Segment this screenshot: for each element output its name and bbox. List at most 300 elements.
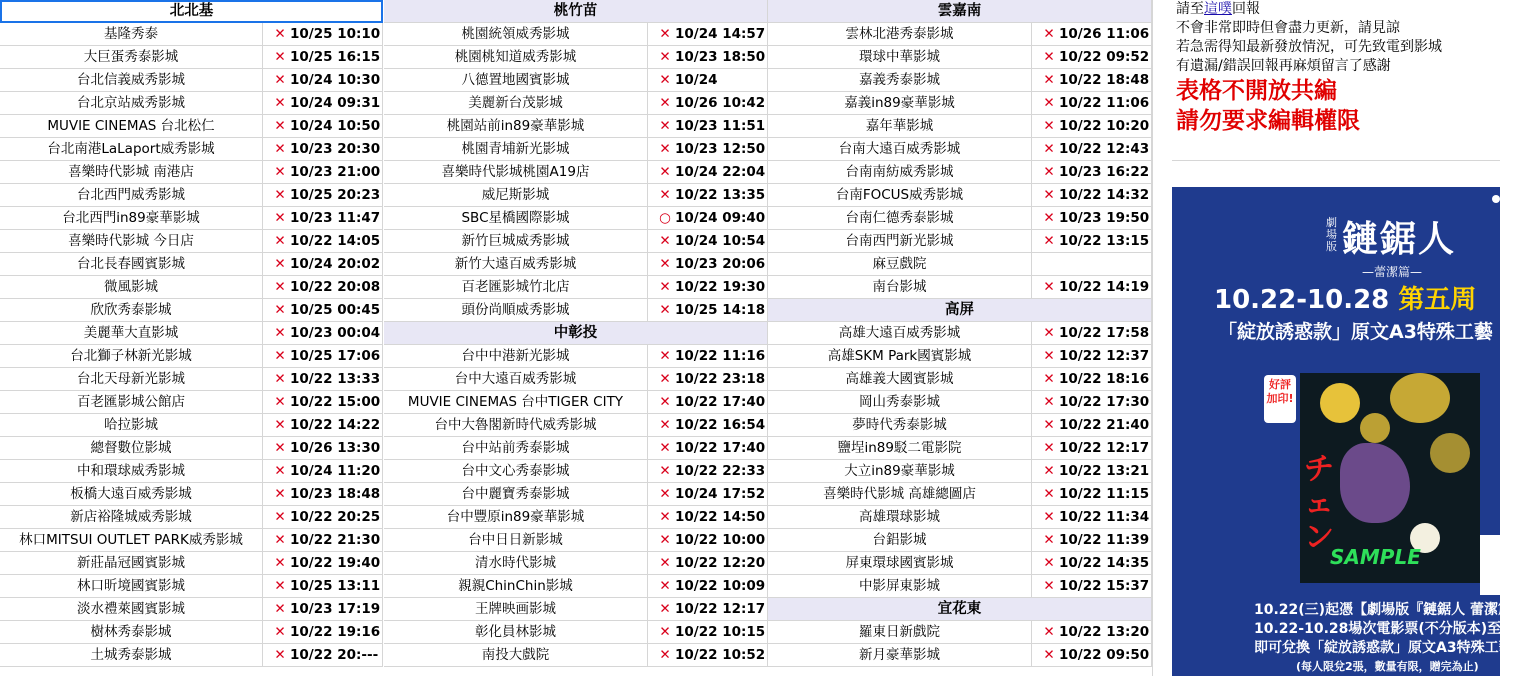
cross-icon: ✕ [659, 578, 671, 594]
table-row [384, 437, 768, 460]
time-text: 10/24 20:02 [290, 256, 381, 272]
cross-icon: ✕ [274, 486, 286, 502]
status-time-cell[interactable] [263, 253, 383, 275]
time-text: 10/25 10:10 [290, 26, 381, 42]
table-row [0, 552, 383, 575]
region-header[interactable]: 桃竹苗 [384, 0, 768, 23]
status-time-cell[interactable] [1032, 69, 1152, 91]
table-row [768, 115, 1152, 138]
time-text: 10/26 11:06 [1059, 26, 1150, 42]
cross-icon: ✕ [659, 624, 671, 640]
status-time-cell[interactable] [263, 115, 383, 137]
time-text: 10/22 11:34 [1059, 509, 1150, 525]
time-text: 10/23 17:19 [290, 601, 381, 617]
time-text: 10/25 13:11 [290, 578, 381, 594]
time-text: 10/22 18:48 [1059, 72, 1150, 88]
cinema-name-cell[interactable]: 林口昕境國賓影城 [0, 575, 263, 597]
cinema-name-cell[interactable]: 新月豪華影城 [768, 644, 1032, 666]
note-line-1: 不會非常即時但會盡力更新，請見諒 [1176, 20, 1400, 36]
cinema-name-cell[interactable]: 台南大遠百威秀影城 [768, 138, 1032, 160]
time-text: 10/23 12:50 [675, 141, 766, 157]
cinema-name-cell[interactable]: 台中文心秀泰影城 [384, 460, 648, 482]
cinema-name-cell[interactable]: 欣欣秀泰影城 [0, 299, 263, 321]
cinema-name-cell[interactable]: 桃園站前in89豪華影城 [384, 115, 648, 137]
cinema-name-cell[interactable]: 台中大遠百威秀影城 [384, 368, 648, 390]
cinema-name-cell[interactable]: 新店裕隆城威秀影城 [0, 506, 263, 528]
status-time-cell[interactable] [1032, 483, 1152, 505]
cross-icon: ✕ [1043, 210, 1055, 226]
cross-icon: ✕ [274, 601, 286, 617]
cinema-name-cell[interactable]: 板橋大遠百威秀影城 [0, 483, 263, 505]
time-text: 10/24 10:30 [290, 72, 381, 88]
cinema-name-cell[interactable]: 台北西門in89豪華影城 [0, 207, 263, 229]
status-time-cell[interactable] [1032, 460, 1152, 482]
status-time-cell[interactable] [648, 460, 768, 482]
status-time-cell[interactable] [263, 69, 383, 91]
table-row [0, 529, 383, 552]
flower-shape [1320, 383, 1360, 423]
time-text: 10/22 14:19 [1059, 279, 1150, 295]
status-time-cell[interactable] [1032, 46, 1152, 68]
status-time-cell[interactable] [263, 161, 383, 183]
cinema-name-cell[interactable]: 高雄義大國賓影城 [768, 368, 1032, 390]
note-line-2: 若急需得知最新發放情況，可先致電到影城 [1176, 39, 1442, 55]
status-time-cell[interactable] [263, 644, 383, 666]
status-time-cell[interactable] [263, 368, 383, 390]
status-time-cell[interactable] [648, 644, 768, 666]
cinema-name-cell[interactable]: 林口MITSUI OUTLET PARK威秀影城 [0, 529, 263, 551]
table-row [384, 23, 768, 46]
cinema-name-cell[interactable]: 嘉年華影城 [768, 115, 1032, 137]
cinema-name-cell[interactable]: 親親ChinChin影城 [384, 575, 648, 597]
region-header[interactable]: 雲嘉南 [768, 0, 1152, 23]
time-text: 10/24 14:57 [675, 26, 766, 42]
cinema-name-cell[interactable]: 南投大戲院 [384, 644, 648, 666]
status-time-cell[interactable] [648, 598, 768, 620]
status-time-cell[interactable] [1032, 552, 1152, 574]
cinema-name-cell[interactable]: 台中豐原in89豪華影城 [384, 506, 648, 528]
status-time-cell[interactable] [1032, 276, 1152, 298]
cinema-name-cell[interactable]: 彰化員林影城 [384, 621, 648, 643]
time-text: 10/23 16:22 [1059, 164, 1150, 180]
status-time-cell[interactable] [648, 276, 768, 298]
status-time-cell[interactable] [648, 345, 768, 367]
poster-week: 第五周 [1398, 285, 1477, 315]
region-column-3 [768, 0, 1152, 667]
status-time-cell[interactable] [1032, 184, 1152, 206]
cinema-name-cell[interactable]: 嘉義in89豪華影城 [768, 92, 1032, 114]
time-text: 10/22 12:43 [1059, 141, 1150, 157]
cinema-name-cell[interactable]: 台北長春國賓影城 [0, 253, 263, 275]
time-text: 10/22 12:37 [1059, 348, 1150, 364]
table-row [384, 92, 768, 115]
cinema-name-cell[interactable]: 頭份尚順威秀影城 [384, 299, 648, 321]
table-row [768, 92, 1152, 115]
time-text: 10/22 17:40 [675, 394, 766, 410]
flower-shape [1430, 433, 1470, 473]
status-time-cell[interactable] [263, 299, 383, 321]
cross-icon: ✕ [274, 118, 286, 134]
circle-icon: ○ [659, 210, 671, 226]
status-time-cell[interactable] [648, 621, 768, 643]
table-row [768, 552, 1152, 575]
cross-icon: ✕ [1043, 371, 1055, 387]
cinema-name-cell[interactable]: 美麗新台茂影城 [384, 92, 648, 114]
status-time-cell[interactable] [1032, 621, 1152, 643]
cinema-name-cell[interactable]: 桃園統領威秀影城 [384, 23, 648, 45]
poster-foot-4: (每人限兌2張，數量有限，贈完為止) [1296, 660, 1479, 673]
cinema-name-cell[interactable]: 美麗華大直影城 [0, 322, 263, 344]
status-time-cell[interactable] [1032, 253, 1152, 275]
status-time-cell[interactable] [648, 575, 768, 597]
cross-icon: ✕ [1043, 279, 1055, 295]
status-time-cell[interactable] [648, 69, 768, 91]
cinema-name-cell[interactable]: SBC星橋國際影城 [384, 207, 648, 229]
status-time-cell[interactable] [263, 506, 383, 528]
cross-icon: ✕ [274, 256, 286, 272]
report-note-prefix: 請至 [1176, 1, 1204, 17]
cinema-name-cell[interactable]: MUVIE CINEMAS 台中TIGER CITY [384, 391, 648, 413]
cinema-name-cell[interactable]: 嘉義秀泰影城 [768, 69, 1032, 91]
cross-icon: ✕ [274, 394, 286, 410]
cross-icon: ✕ [659, 26, 671, 42]
cinema-name-cell[interactable]: 台中麗寶秀泰影城 [384, 483, 648, 505]
cinema-name-cell[interactable]: 基隆秀泰 [0, 23, 263, 45]
status-time-cell[interactable] [648, 161, 768, 183]
table-row [768, 253, 1152, 276]
status-time-cell[interactable] [263, 207, 383, 229]
cinema-name-cell[interactable]: 桃園桃知道威秀影城 [384, 46, 648, 68]
status-time-cell[interactable] [1032, 529, 1152, 551]
cinema-name-cell[interactable]: 台中站前秀泰影城 [384, 437, 648, 459]
time-text: 10/23 20:06 [675, 256, 766, 272]
table-row [768, 345, 1152, 368]
cross-icon: ✕ [659, 486, 671, 502]
status-time-cell[interactable] [648, 437, 768, 459]
cinema-name-cell[interactable]: 樹林秀泰影城 [0, 621, 263, 643]
status-time-cell[interactable] [648, 529, 768, 551]
cross-icon: ✕ [1043, 486, 1055, 502]
table-row [384, 391, 768, 414]
cinema-name-cell[interactable]: 高雄SKM Park國賓影城 [768, 345, 1032, 367]
cross-icon: ✕ [659, 95, 671, 111]
cinema-name-cell[interactable]: 八德置地國賓影城 [384, 69, 648, 91]
time-text: 10/23 21:00 [290, 164, 381, 180]
status-time-cell[interactable] [263, 46, 383, 68]
time-text: 10/22 10:00 [675, 532, 766, 548]
status-time-cell[interactable] [648, 253, 768, 275]
cinema-name-cell[interactable]: 大立in89豪華影城 [768, 460, 1032, 482]
status-time-cell[interactable] [263, 230, 383, 252]
time-text: 10/24 09:40 [675, 210, 766, 226]
cinema-name-cell[interactable]: 新莊晶冠國賓影城 [0, 552, 263, 574]
cinema-name-cell[interactable]: 王牌映画影城 [384, 598, 648, 620]
status-time-cell[interactable] [648, 299, 768, 321]
poster-foot-3: 即可兌換「綻放誘惑款」原文A3特殊工藝海 [1254, 640, 1527, 656]
status-time-cell[interactable] [1032, 575, 1152, 597]
cinema-name-cell[interactable]: 台中日日新影城 [384, 529, 648, 551]
cross-icon: ✕ [1043, 417, 1055, 433]
cross-icon: ✕ [1043, 49, 1055, 65]
cross-icon: ✕ [1043, 187, 1055, 203]
warning-no-coedit: 表格不開放共編 [1176, 78, 1337, 104]
status-time-cell[interactable] [648, 368, 768, 390]
status-time-cell[interactable] [1032, 506, 1152, 528]
status-time-cell[interactable] [1032, 345, 1152, 367]
cinema-name-cell[interactable]: 高雄環球影城 [768, 506, 1032, 528]
time-text: 10/22 14:22 [290, 417, 381, 433]
time-text: 10/22 11:39 [1059, 532, 1150, 548]
cross-icon: ✕ [274, 302, 286, 318]
table-row [0, 230, 383, 253]
cinema-name-cell[interactable]: 百老匯影城竹北店 [384, 276, 648, 298]
status-time-cell[interactable] [263, 276, 383, 298]
cinema-name-cell[interactable]: 岡山秀泰影城 [768, 391, 1032, 413]
time-text: 10/23 00:04 [290, 325, 381, 341]
table-row [384, 368, 768, 391]
cinema-name-cell[interactable]: 麻豆戲院 [768, 253, 1032, 275]
report-link[interactable]: 這噗 [1204, 1, 1232, 17]
cross-icon: ✕ [659, 256, 671, 272]
cinema-name-cell[interactable]: 喜樂時代影城 高雄總圖店 [768, 483, 1032, 505]
table-row [768, 391, 1152, 414]
status-time-cell[interactable] [648, 552, 768, 574]
cross-icon: ✕ [659, 164, 671, 180]
time-text: 10/22 14:50 [675, 509, 766, 525]
cinema-name-cell[interactable]: 鹽埕in89駁二電影院 [768, 437, 1032, 459]
sample-watermark: SAMPLE [1330, 545, 1421, 569]
cinema-name-cell[interactable]: 淡水禮萊國賓影城 [0, 598, 263, 620]
time-text: 10/26 13:30 [290, 440, 381, 456]
cross-icon: ✕ [659, 141, 671, 157]
table-row [0, 322, 383, 345]
time-text: 10/22 10:09 [675, 578, 766, 594]
status-time-cell[interactable] [648, 506, 768, 528]
cinema-name-cell[interactable]: 台北天母新光影城 [0, 368, 263, 390]
status-time-cell[interactable] [263, 483, 383, 505]
report-note-suffix: 回報 [1232, 1, 1260, 17]
table-row [0, 23, 383, 46]
cinema-name-cell[interactable]: 台北南港LaLaport威秀影城 [0, 138, 263, 160]
cinema-name-cell[interactable]: MUVIE CINEMAS 台北松仁 [0, 115, 263, 137]
table-row [0, 575, 383, 598]
table-row [0, 276, 383, 299]
time-text: 10/22 19:30 [675, 279, 766, 295]
cross-icon: ✕ [1043, 164, 1055, 180]
character-figure [1340, 443, 1410, 523]
cinema-name-cell[interactable]: 威尼斯影城 [384, 184, 648, 206]
status-time-cell[interactable] [648, 230, 768, 252]
poster-title: 鏈鋸人 [1342, 219, 1457, 260]
cross-icon: ✕ [274, 210, 286, 226]
cross-icon: ✕ [274, 509, 286, 525]
cross-icon: ✕ [659, 49, 671, 65]
time-text: 10/22 09:50 [1059, 647, 1150, 663]
status-time-cell[interactable] [263, 460, 383, 482]
cross-icon: ✕ [1043, 325, 1055, 341]
cinema-name-cell[interactable]: 台南西門新光影城 [768, 230, 1032, 252]
region-header[interactable]: 宜花東 [768, 598, 1152, 621]
cinema-name-cell[interactable]: 羅東日新戲院 [768, 621, 1032, 643]
cinema-name-cell[interactable]: 台南仁德秀泰影城 [768, 207, 1032, 229]
cross-icon: ✕ [1043, 141, 1055, 157]
cinema-name-cell[interactable]: 台北獅子林新光影城 [0, 345, 263, 367]
cinema-name-cell[interactable]: 環球中華影城 [768, 46, 1032, 68]
status-time-cell[interactable] [1032, 437, 1152, 459]
cross-icon: ✕ [1043, 233, 1055, 249]
time-text: 10/22 14:05 [290, 233, 381, 249]
cinema-name-cell[interactable]: 台鋁影城 [768, 529, 1032, 551]
cinema-name-cell[interactable]: 台中大魯閣新時代威秀影城 [384, 414, 648, 436]
status-time-cell[interactable] [263, 138, 383, 160]
region-header[interactable]: 北北基 [0, 0, 383, 23]
status-time-cell[interactable] [263, 345, 383, 367]
status-time-cell[interactable] [1032, 414, 1152, 436]
status-time-cell[interactable] [1032, 230, 1152, 252]
cinema-name-cell[interactable]: 百老匯影城公館店 [0, 391, 263, 413]
status-time-cell[interactable] [648, 115, 768, 137]
cross-icon: ✕ [1043, 95, 1055, 111]
status-time-cell[interactable] [263, 414, 383, 436]
status-time-cell[interactable] [263, 322, 383, 344]
cinema-name-cell[interactable]: 桃園青埔新光影城 [384, 138, 648, 160]
status-time-cell[interactable] [263, 23, 383, 45]
status-time-cell[interactable] [648, 92, 768, 114]
time-text: 10/22 14:35 [1059, 555, 1150, 571]
cross-icon: ✕ [274, 49, 286, 65]
status-time-cell[interactable] [648, 46, 768, 68]
cinema-name-cell[interactable]: 喜樂時代影城 南港店 [0, 161, 263, 183]
cinema-name-cell[interactable]: 喜樂時代影城 今日店 [0, 230, 263, 252]
cinema-name-cell[interactable]: 台北信義威秀影城 [0, 69, 263, 91]
cross-icon: ✕ [659, 187, 671, 203]
table-row [384, 138, 768, 161]
table-row [768, 207, 1152, 230]
status-time-cell[interactable] [1032, 161, 1152, 183]
status-time-cell[interactable] [263, 437, 383, 459]
reprint-stamp: 好評加印! [1264, 375, 1296, 423]
cinema-name-cell[interactable]: 雲林北港秀泰影城 [768, 23, 1032, 45]
cross-icon: ✕ [659, 348, 671, 364]
region-header[interactable]: 中彰投 [384, 322, 768, 345]
status-time-cell[interactable] [1032, 207, 1152, 229]
cross-icon: ✕ [1043, 647, 1055, 663]
cross-icon: ✕ [1043, 509, 1055, 525]
cinema-name-cell[interactable]: 夢時代秀泰影城 [768, 414, 1032, 436]
status-time-cell[interactable] [648, 138, 768, 160]
warning-no-permission: 請勿要求編輯權限 [1176, 108, 1360, 134]
status-time-cell[interactable] [1032, 322, 1152, 344]
cinema-name-cell[interactable]: 總督數位影城 [0, 437, 263, 459]
cinema-name-cell[interactable]: 大巨蛋秀泰影城 [0, 46, 263, 68]
status-time-cell[interactable] [263, 391, 383, 413]
time-text: 10/24 10:50 [290, 118, 381, 134]
cinema-name-cell[interactable]: 高雄大遠百威秀影城 [768, 322, 1032, 344]
status-time-cell[interactable] [648, 391, 768, 413]
status-time-cell[interactable] [1032, 138, 1152, 160]
time-text: 10/22 21:30 [290, 532, 381, 548]
time-text: 10/23 11:47 [290, 210, 381, 226]
status-time-cell[interactable] [263, 92, 383, 114]
table-row [384, 414, 768, 437]
status-time-cell[interactable] [1032, 115, 1152, 137]
table-row [0, 414, 383, 437]
cinema-name-cell[interactable]: 台中中港新光影城 [384, 345, 648, 367]
cross-icon: ✕ [659, 394, 671, 410]
status-time-cell[interactable] [1032, 391, 1152, 413]
status-time-cell[interactable] [263, 529, 383, 551]
time-text: 10/22 09:52 [1059, 49, 1150, 65]
cross-icon: ✕ [274, 647, 286, 663]
status-time-cell[interactable] [1032, 23, 1152, 45]
time-text: 10/22 23:18 [675, 371, 766, 387]
status-time-cell[interactable] [648, 184, 768, 206]
table-row [384, 460, 768, 483]
cinema-name-cell[interactable]: 台北西門威秀影城 [0, 184, 263, 206]
status-time-cell[interactable] [648, 414, 768, 436]
cinema-name-cell[interactable]: 新竹大遠百威秀影城 [384, 253, 648, 275]
status-time-cell[interactable] [263, 184, 383, 206]
region-header[interactable]: 高屏 [768, 299, 1152, 322]
status-time-cell[interactable] [1032, 368, 1152, 390]
status-time-cell[interactable] [648, 483, 768, 505]
status-time-cell[interactable] [1032, 644, 1152, 666]
cross-icon: ✕ [659, 417, 671, 433]
status-time-cell[interactable] [648, 23, 768, 45]
table-row [0, 207, 383, 230]
cross-icon: ✕ [274, 440, 286, 456]
table-row [768, 23, 1152, 46]
table-row [0, 299, 383, 322]
time-text: 10/22 10:15 [675, 624, 766, 640]
cinema-name-cell[interactable]: 台南南紡威秀影城 [768, 161, 1032, 183]
time-text: 10/22 22:33 [675, 463, 766, 479]
cross-icon: ✕ [1043, 348, 1055, 364]
status-time-cell[interactable] [648, 207, 768, 229]
status-time-cell[interactable] [263, 621, 383, 643]
time-text: 10/22 13:15 [1059, 233, 1150, 249]
status-time-cell[interactable] [1032, 92, 1152, 114]
time-text: 10/22 20:--- [290, 647, 379, 663]
table-row [384, 276, 768, 299]
poster-foot-2: 10.22-10.28場次電影票(不分版本)至觀影 [1254, 621, 1529, 637]
cinema-name-cell[interactable]: 清水時代影城 [384, 552, 648, 574]
time-text: 10/23 11:51 [675, 118, 766, 134]
cinema-name-cell[interactable]: 土城秀泰影城 [0, 644, 263, 666]
time-text: 10/22 11:16 [675, 348, 766, 364]
cinema-name-cell[interactable]: 哈拉影城 [0, 414, 263, 436]
cinema-name-cell[interactable]: 中影屏東影城 [768, 575, 1032, 597]
table-row [384, 161, 768, 184]
table-row [768, 414, 1152, 437]
cinema-name-cell[interactable]: 南台影城 [768, 276, 1032, 298]
status-time-cell[interactable] [263, 552, 383, 574]
time-text: 10/22 13:33 [290, 371, 381, 387]
time-text: 10/22 12:17 [1059, 440, 1150, 456]
cinema-name-cell[interactable]: 屏東環球國賓影城 [768, 552, 1032, 574]
time-text: 10/22 16:54 [675, 417, 766, 433]
cinema-name-cell[interactable]: 微風影城 [0, 276, 263, 298]
time-text: 10/22 17:40 [675, 440, 766, 456]
status-time-cell[interactable] [263, 598, 383, 620]
cinema-name-cell[interactable]: 台南FOCUS威秀影城 [768, 184, 1032, 206]
cinema-name-cell[interactable]: 新竹巨城威秀影城 [384, 230, 648, 252]
time-text: 10/22 17:58 [1059, 325, 1150, 341]
cinema-name-cell[interactable]: 中和環球威秀影城 [0, 460, 263, 482]
status-time-cell[interactable] [263, 575, 383, 597]
cinema-name-cell[interactable]: 台北京站威秀影城 [0, 92, 263, 114]
cinema-name-cell[interactable]: 喜樂時代影城桃園A19店 [384, 161, 648, 183]
